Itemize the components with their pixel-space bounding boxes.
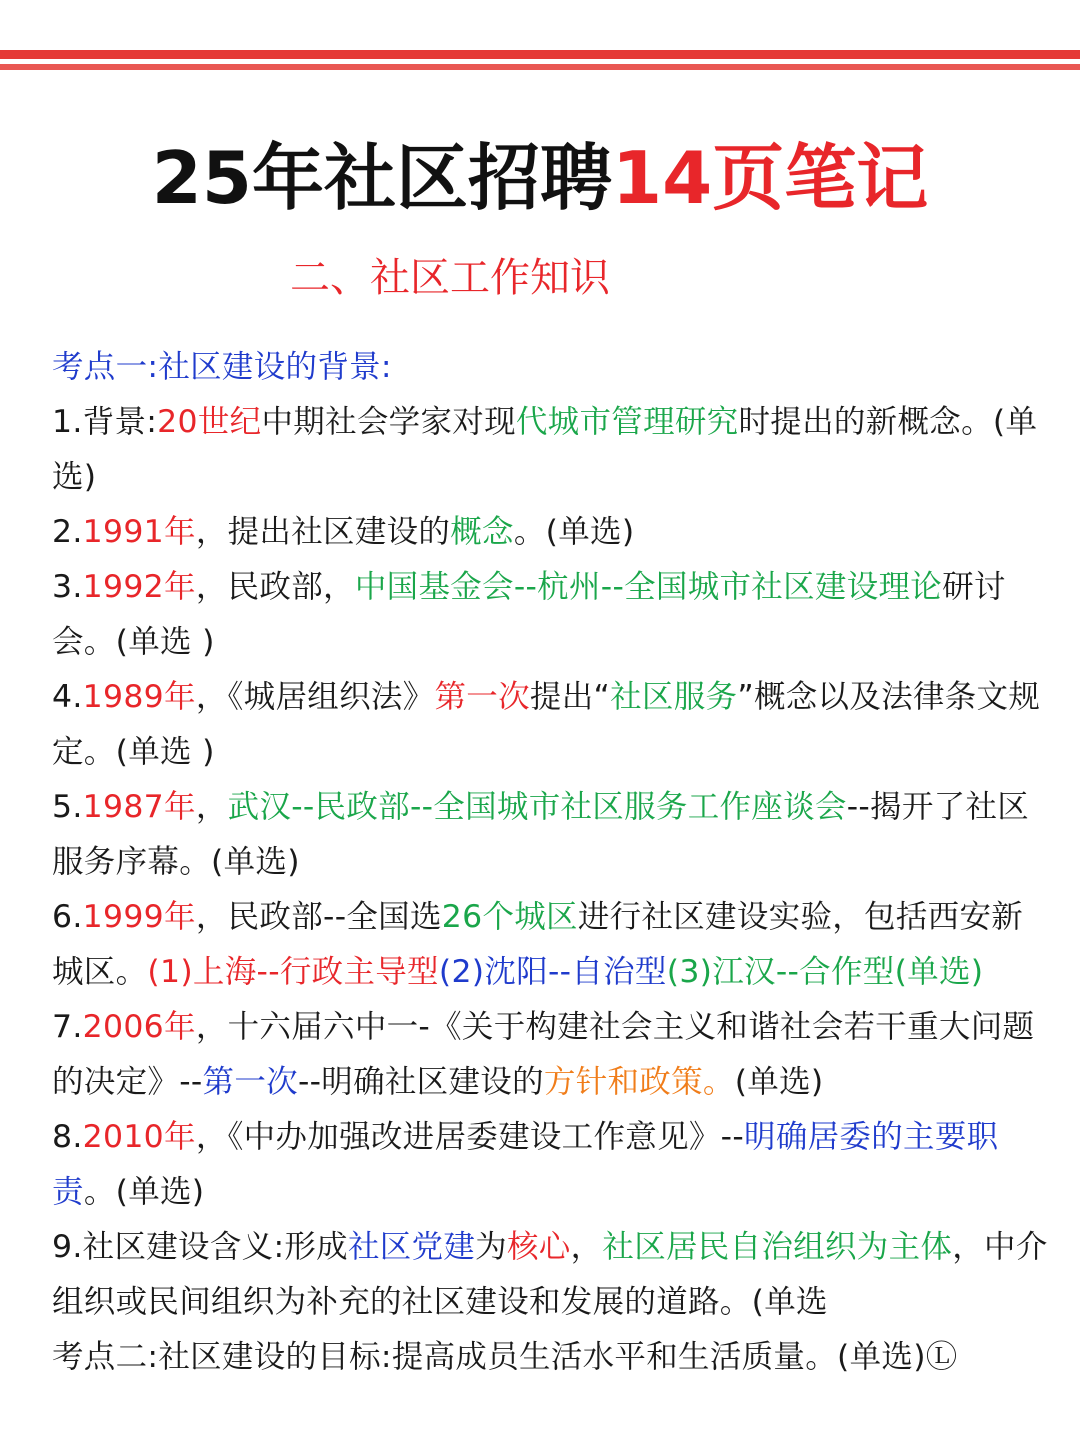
item-text: ，民政部--全国选 bbox=[195, 899, 442, 935]
topic-heading-2: 考点二:社区建设的目标:提高成员生活水平和生活质量。(单选)Ⓛ bbox=[52, 1339, 958, 1375]
note-item-4 bbox=[52, 670, 1052, 780]
note-item-5 bbox=[52, 780, 1052, 890]
item-text: ，提出社区建设的 bbox=[195, 514, 451, 550]
item-highlight: 代城市管理研究 bbox=[515, 404, 739, 440]
note-item-2 bbox=[52, 505, 1052, 560]
item-text: ”概念以及法律条文规定。(单选 ) bbox=[52, 679, 1041, 770]
item-highlight: 社区居民自治组织为主体 bbox=[602, 1229, 953, 1265]
item-text: ， bbox=[195, 789, 228, 825]
item-highlight: 1991年 bbox=[82, 514, 196, 550]
item-text: 3. bbox=[52, 569, 83, 605]
item-highlight: 1987年 bbox=[82, 789, 196, 825]
section-subtitle: 二、社区工作知识 bbox=[290, 255, 610, 301]
item-highlight: (2)沈阳--自治型 bbox=[438, 954, 667, 990]
item-text: 时提出的新概念。(单选) bbox=[52, 404, 1038, 495]
item-highlight: 1992年 bbox=[82, 569, 196, 605]
item-highlight: 中国基金会--杭州--全国城市社区建设理论 bbox=[354, 569, 943, 605]
page-title bbox=[0, 136, 1080, 220]
note-item-6 bbox=[52, 890, 1052, 1000]
item-highlight: 26个城区 bbox=[441, 899, 578, 935]
notes-content bbox=[52, 340, 1052, 1385]
item-text: 为 bbox=[475, 1229, 507, 1265]
item-highlight: 1989年 bbox=[82, 679, 196, 715]
item-highlight: (3)江汉--合作型(单选) bbox=[666, 954, 984, 990]
item-text: 9.社区建设含义:形成 bbox=[52, 1229, 348, 1265]
item-text: 研讨会。(单选 ) bbox=[52, 569, 1006, 660]
item-highlight: 概念 bbox=[450, 514, 514, 550]
item-text: --揭开了社区服务序幕。(单选) bbox=[52, 789, 1030, 880]
item-text: 6. bbox=[52, 899, 83, 935]
item-text: 2. bbox=[52, 514, 83, 550]
item-text: 7. bbox=[52, 1009, 83, 1045]
item-highlight: 1999年 bbox=[82, 899, 196, 935]
note-item-1 bbox=[52, 395, 1052, 505]
item-text: 。(单选) bbox=[83, 1174, 205, 1210]
item-text: ，十六届六中一-《关于构建社会主义和谐社会若干重大问题的决定》-- bbox=[52, 1009, 1035, 1100]
title-part-red: 14页笔记 bbox=[612, 136, 929, 220]
note-item-9 bbox=[52, 1220, 1052, 1330]
item-text: ，《城居组织法》 bbox=[195, 679, 435, 715]
item-text: 中期社会学家对现 bbox=[261, 404, 516, 440]
item-highlight: 社区服务 bbox=[610, 679, 738, 715]
note-item-8 bbox=[52, 1110, 1052, 1220]
item-text: ，民政部， bbox=[195, 569, 355, 605]
item-text: 。(单选) bbox=[513, 514, 635, 550]
item-text: 提出“ bbox=[529, 679, 611, 715]
item-highlight: 2010年 bbox=[82, 1119, 196, 1155]
note-item-7 bbox=[52, 1000, 1052, 1110]
top-red-rule bbox=[0, 50, 1080, 59]
item-text: ，中介组织或民间组织为补充的社区建设和发展的道路。(单选 bbox=[52, 1229, 1048, 1320]
item-highlight: 武汉--民政部--全国城市社区服务工作座谈会 bbox=[227, 789, 847, 825]
item-highlight: 社区党建 bbox=[347, 1229, 476, 1265]
item-text: 进行社区建设实验，包括西安新城区。 bbox=[52, 899, 1024, 990]
title-part-black: 25年社区招聘 bbox=[151, 136, 612, 220]
item-highlight: (1)上海--行政主导型 bbox=[147, 954, 439, 990]
item-highlight: 方针和政策。 bbox=[543, 1064, 735, 1100]
item-text: (单选) bbox=[734, 1064, 824, 1100]
item-text: 5. bbox=[52, 789, 83, 825]
item-highlight: 第一次 bbox=[202, 1064, 298, 1100]
topic-heading-1: 考点一:社区建设的背景: bbox=[52, 349, 392, 385]
item-text: ，《中办加强改进居委建设工作意见》-- bbox=[195, 1119, 745, 1155]
top-red-rule-secondary bbox=[0, 64, 1080, 70]
item-highlight: 核心 bbox=[506, 1229, 571, 1265]
item-highlight: 2006年 bbox=[82, 1009, 196, 1045]
item-text: 8. bbox=[52, 1119, 83, 1155]
item-highlight: 20世纪 bbox=[157, 404, 262, 440]
item-text: 1.背景: bbox=[52, 404, 158, 440]
item-text: --明确社区建设的 bbox=[297, 1064, 544, 1100]
item-highlight: 第一次 bbox=[434, 679, 530, 715]
item-highlight: 明确居委的主要职责 bbox=[52, 1119, 999, 1210]
note-item-3 bbox=[52, 560, 1052, 670]
item-text: ， bbox=[570, 1229, 603, 1265]
item-text: 4. bbox=[52, 679, 83, 715]
